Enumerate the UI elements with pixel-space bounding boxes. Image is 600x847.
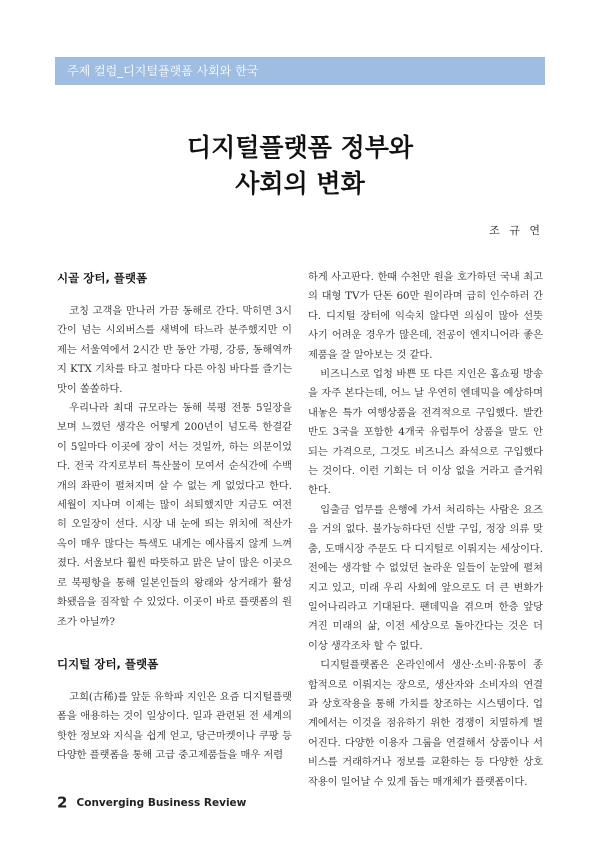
paragraph: 비즈니스로 업청 바쁜 또 다른 지인은 홈쇼핑 방송을 자주 본다는데, 어느 날 우연히 엔데믹을 예상하며 내놓은 특가 여행상품을 전격적으로 구입했다. 발칸반도 3국을 포함한 4개국 유럽투어 상품을 말도 안 되는 가격으로, 그것도 비즈니스 좌석으로 구입했다는 것이다. 이런 기회는 더 이상 없을 거라고 즐거워한다. [308,369,543,497]
author-name: 조 규 연 [489,224,543,237]
section-heading-2: 디지털 장터, 플랫폼 [57,656,159,671]
paragraph-continued: 하게 사고판다. 한때 수천만 원을 호가하던 국내 최고의 대형 TV가 단돈 60만 원이라며 급히 인수하러 간다. 디지털 장터에 익숙치 않다면 의심이 많아 선뜻 사기 어려운 경우가 많은데, 전공이 엔지니어라 좋은 제품을 잘 알아보는 것 같다. [308,272,543,361]
right-column [308,268,543,792]
left-column [57,268,292,766]
page-number: 2 [57,793,68,812]
paragraph: 코칭 고객을 만나러 가끔 동해로 간다. 막히면 3시간이 넘는 시외버스를 새벽에 타느라 분주했지만 이제는 서울역에서 2시간 반 동안 가평, 강릉, 동해역까지 KTX 기차를 타고 철마다 다른 아침 바다를 즐기는 맛이 쏠쏠하다. [57,306,292,395]
section-heading-1: 시골 장터, 플랫폼 [57,271,148,285]
title-line-1: 디지털플랫폼 정부와 [186,133,414,162]
journal-name: Converging Business Review [76,796,247,809]
banner-text: 주제 컬럼_디지털플랫폼 사회와 한국 [67,64,259,78]
page-footer [57,792,246,812]
article-title [0,130,600,202]
paragraph: 입출금 업무를 은행에 가서 처리하는 사람은 요즈음 거의 없다. 불가능하다던 신발 구입, 정장 의류 맞춤, 도매시장 주문도 다 디지털로 이뤄지는 세상이다. 전에는 생각할 수 없었던 놀라운 일들이 눈앞에 펼쳐지고 있고, 미래 우리 사회에 앞으로도 더 큰 변화가 일어나리라고 기대된다. 팬데믹을 겪으며 한층 앞당겨진 미래의 삶, 이전 세상으로 돌아간다는 것은 더 이상 생각조차 할 수 없다. [308,504,543,652]
paragraph: 고희(古稀)를 앞둔 유학파 지인은 요즘 디지털플랫폼을 애용하는 것이 일상이다. 일과 관련된 전 세계의 핫한 정보와 지식을 쉽게 얻고, 당근마켓이나 쿠팡 등 다양한 플랫폼을 통해 고급 중고제품들을 매우 저렴 [57,691,292,762]
paragraph: 우리나라 최대 규모라는 동해 북평 전통 5일장을 보며 느꼈던 생각은 어떻게 200년이 넘도록 한결같이 5일마다 이곳에 장이 서는 것일까, 하는 의문이었다. 전국 각지로부터 특산물이 모여서 순식간에 수백 개의 좌판이 펼쳐지며 살 수 없는 게 없었다고 한다. 세월이 지나며 이제는 많이 쇠퇴했지만 지금도 여전히 오일장이 선다. 시장 내 눈에 띄는 위치에 적산가옥이 매우 많다는 특색도 내게는 예사롭지 않게 느껴졌다. 서울보다 훨씬 따뜻하고 맑은 날이 많은 이곳으로 북평항을 통해 일본인들의 왕래와 상거래가 활성화됐음을 짐작할 수 있었다. 이곳이 바로 플랫폼의 원조가 아닐까? [57,403,292,628]
paragraph: 디지털플랫폼은 온라인에서 생산·소비·유통이 종합적으로 이뤄지는 장으로, 생산자와 소비자의 연결과 상호작용을 통해 가치를 창조하는 시스템이다. 업계에서는 이것을 점유하기 위한 경쟁이 치열하게 벌어진다. 다양한 이용자 그룹을 연결해서 상품이나 서비스를 거래하거나 정보를 교환하는 등 다양한 상호작용이 일어날 수 있게 돕는 매개체가 플랫폼이다. [308,660,543,788]
title-line-2: 사회의 변화 [235,169,365,198]
section-banner [55,57,545,85]
